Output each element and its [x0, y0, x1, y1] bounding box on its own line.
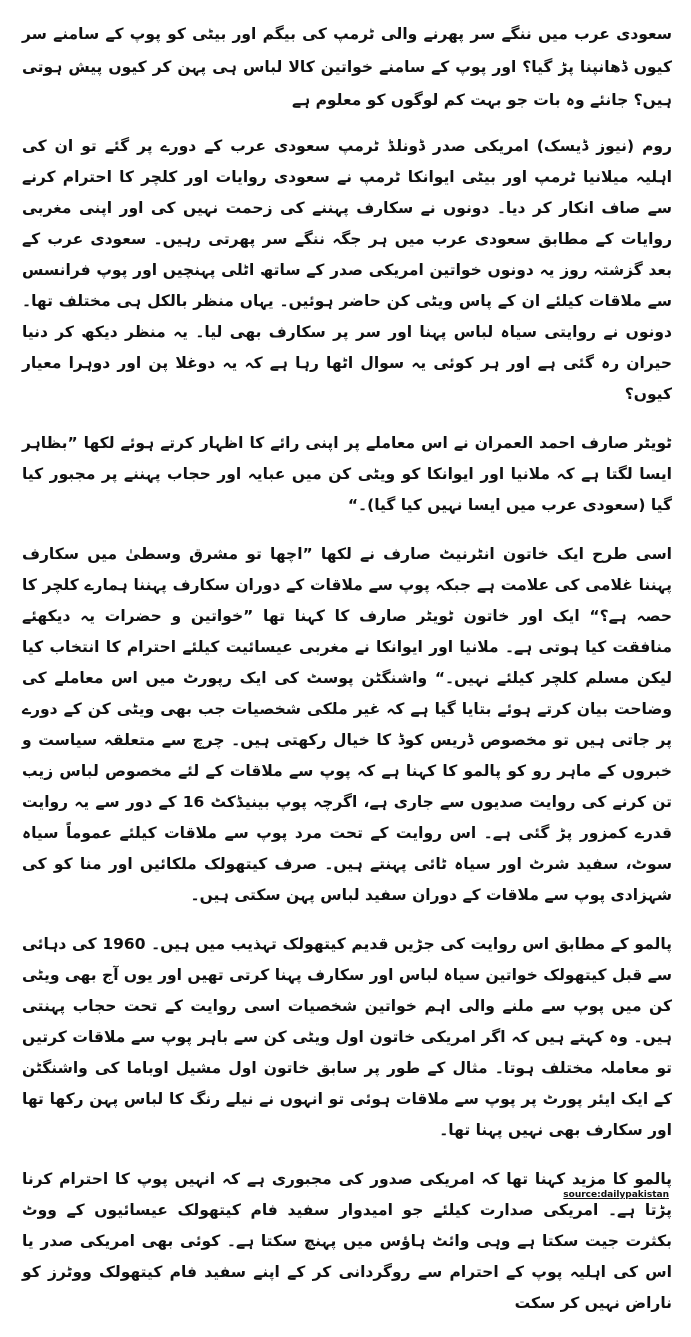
article-headline: سعودی عرب میں ننگے سر پھرنے والی ٹرمپ کی بیگم اور بیٹی کو پوپ کے سامنے سر کیوں ڈھانپنا پڑ گیا؟ اور پوپ کے سامنے خواتین کالا لباس ہی پہن کر کیوں پیش ہوتی ہیں؟ جانئے وہ بات جو بہت کم لوگوں کو معلوم ہے [22, 25, 672, 109]
paragraph-intro: روم (نیوز ڈیسک) امریکی صدر ڈونلڈ ٹرمپ سعودی عرب کے دورے پر گئے تو ان کی اہلیہ میلانیا ٹرمپ اور بیٹی ایوانکا ٹرمپ نے سعودی روایات اور کلچر کا احترام کرنے سے صاف انکار کر دیا۔ دونوں نے سکارف پہننے کی زحمت نہیں کی اور اپنی مغربی روایات کے مطابق سعودی عرب میں ہر جگہ ننگے سر پھرتی رہیں۔ سعودی عرب کے بعد گزشتہ روز یہ دونوں خواتین امریکی صدر کے ساتھ اٹلی پہنچیں اور پوپ فرانسس سے ملاقات کیلئے ان کے پاس ویٹی کن حاضر ہوئیں۔ یہاں منظر بالکل ہی مختلف تھا۔ دونوں نے روایتی سیاہ لباس پہنا اور سر پر سکارف بھی لیا۔ یہ منظر دیکھ کر دنیا حیران رہ گئی ہے اور ہر کوئی یہ سوال اٹھا رہا ہے کہ یہ دوغلا پن اور دوہرا معیار کیوں؟ [22, 137, 672, 403]
news-article [22, 18, 672, 1337]
paragraph-conclusion: پالمو کا مزید کہنا تھا کہ امریکی صدور کی مجبوری ہے کہ انہیں پوپ کا احترام کرنا پڑتا ہے۔ امریکی صدارت کیلئے جو امیدوار سفید فام کیتھولک عیسائیوں کے ووٹ بکثرت جیت سکتا ہے وہی وائٹ ہاؤس میں پہنچ سکتا ہے۔ کوئی بھی امریکی صدر یا اس کی اہلیہ پوپ کے احترام سے روگردانی کر کے اپنے سفید فام کیتھولک ووٹرز کو ناراض نہیں کر سکت [22, 1170, 672, 1312]
paragraph-tradition-history: پالمو کے مطابق اس روایت کی جڑیں قدیم کیتھولک تہذیب میں ہیں۔ 1960 کی دہائی سے قبل کیتھولک خواتین سیاہ لباس اور سکارف پہنا کرتی تھیں اور یوں آج بھی ویٹی کن میں پوپ سے ملنے والی اہم خواتین شخصیات اسی روایت کے تحت حجاب پہنتی ہیں۔ وہ کہتے ہیں کہ اگر امریکی خاتون اول ویٹی کن سے باہر پوپ سے ملاقات کرتیں تو معاملہ مختلف ہوتا۔ مثال کے طور پر سابق خاتون اول مشیل اوباما کی واشنگٹن کے ایک ایئر پورٹ پر پوپ سے ملاقات ہوئی تو انہوں نے نیلے رنگ کا لباس پہن رکھا تھا اور سکارف بھی نہیں پہنا تھا۔ [22, 935, 672, 1139]
paragraph-twitter-reaction: ٹویٹر صارف احمد العمران نے اس معاملے پر اپنی رائے کا اظہار کرتے ہوئے لکھا ”بظاہر ایسا لگتا ہے کہ ملانیا اور ایوانکا کو ویٹی کن میں عبایہ اور حجاب پہننے پر مجبور کیا گیا (سعودی عرب میں ایسا نہیں کیا گیا)۔“ [22, 434, 672, 514]
source-credit: source:dailypakistan [563, 1190, 669, 1200]
paragraph-washington-post: اسی طرح ایک خاتون انٹرنیٹ صارف نے لکھا ”اچھا تو مشرق وسطیٰ میں سکارف پہننا غلامی کی علامت ہے جبکہ پوپ سے ملاقات کے دوران سکارف پہننا ہمارے کلچر کا حصہ ہے؟“ ایک اور خاتون ٹویٹر صارف کا کہنا تھا ”خواتین و حضرات یہ دیکھئے منافقت کیا ہوتی ہے۔ ملانیا اور ایوانکا نے مغربی عیسائیت کیلئے احترام کا انتخاب کیا لیکن مسلم کلچر کیلئے نہیں۔“ واشنگٹن پوسٹ کی ایک رپورٹ میں اس معاملے کی وضاحت بیان کرتے ہوئے بتایا گیا ہے کہ غیر ملکی شخصیات جب بھی ویٹی کن کے دورے پر جاتی ہیں تو مخصوص ڈریس کوڈ کا خیال رکھتی ہیں۔ چرچ سے متعلقہ سیاست و خبروں کے ماہر رو کو پالمو کا کہنا ہے کہ پوپ سے ملاقات کے لئے مخصوص لباس زیب تن کرنے کی روایت صدیوں سے جاری ہے، اگرچہ پوپ بینیڈکٹ 16 کے دور سے یہ روایت قدرے کمزور پڑ گئی ہے۔ اس روایت کے تحت مرد پوپ سے ملاقات کیلئے عموماً سیاہ سوٹ، سفید شرٹ اور سیاہ ٹائی پہنتے ہیں۔ صرف کیتھولک ملکائیں اور منا کو کی شہزادی پوپ سے ملاقات کے دوران سفید لباس پہن سکتی ہیں۔ [22, 545, 672, 904]
